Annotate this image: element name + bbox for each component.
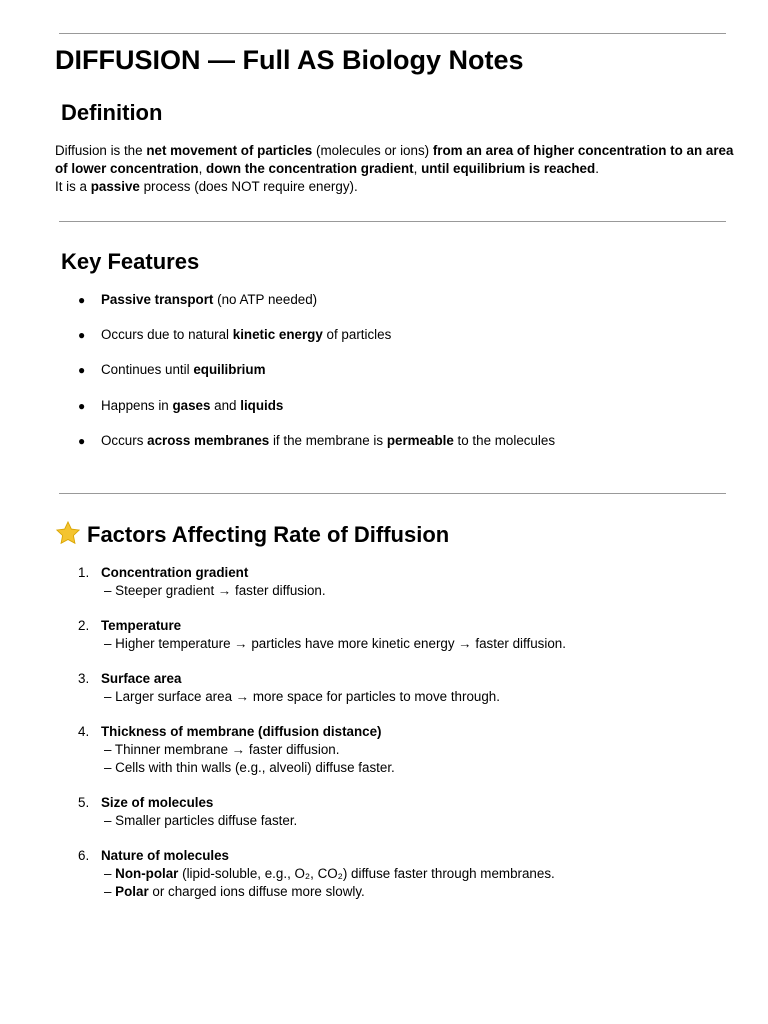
- factor-detail: [104, 741, 339, 759]
- factor-detail-run: –: [104, 884, 116, 899]
- definition-text: [55, 143, 733, 176]
- factor-item: [78, 670, 181, 688]
- factor-detail-run: – Thinner membrane → faster diffusion.: [104, 742, 340, 757]
- factor-detail-run: –: [104, 866, 116, 881]
- list-item-text: [101, 326, 391, 344]
- definition-paragraph: [55, 142, 735, 196]
- definition-run-bold: from an area of higher concentration to an area of lower concentration: [55, 143, 734, 176]
- bullet-icon: ●: [78, 363, 86, 377]
- factor-detail: [104, 582, 326, 600]
- definition-run-bold: passive: [90, 179, 140, 194]
- definition-run: Diffusion is the: [55, 143, 147, 158]
- definition-run-bold: until equilibrium is reached: [421, 161, 596, 176]
- factor-detail-run-bold: Non-polar: [115, 866, 179, 881]
- definition-run: It is a: [55, 179, 91, 194]
- list-item-run-bold: equilibrium: [193, 362, 266, 377]
- factor-label: Thickness of membrane (diffusion distance): [101, 724, 382, 739]
- factor-number: 6.: [78, 848, 90, 863]
- factor-detail-run: – Cells with thin walls (e.g., alveoli) diffuse faster.: [104, 760, 395, 775]
- definition-run: ,: [198, 161, 207, 176]
- factor-detail-run: – Smaller particles diffuse faster.: [104, 813, 298, 828]
- list-item-run-bold: permeable: [386, 433, 454, 448]
- bullet-icon: ●: [78, 328, 86, 342]
- factors-heading-text: Factors Affecting Rate of Diffusion: [87, 522, 450, 547]
- factor-detail: [104, 883, 365, 901]
- factor-label: Concentration gradient: [101, 565, 249, 580]
- factor-number: 1.: [78, 565, 90, 580]
- factor-detail: [104, 812, 297, 830]
- bullet-icon: ●: [78, 434, 86, 448]
- list-item-run-bold: across membranes: [147, 433, 270, 448]
- list-item-run: Continues until: [101, 362, 194, 377]
- list-item-text: [101, 397, 283, 415]
- factor-number: 3.: [78, 671, 90, 686]
- factor-detail-run: or charged ions diffuse more slowly.: [148, 884, 365, 899]
- factor-number: 5.: [78, 795, 90, 810]
- definition-run-bold: down the concentration gradient: [206, 161, 414, 176]
- definition-run: process (does NOT require energy).: [139, 179, 358, 194]
- factor-detail: [104, 865, 555, 883]
- factor-detail-run-bold: Polar: [115, 884, 149, 899]
- list-item-run-bold: gases: [172, 398, 211, 413]
- list-item-run-bold: liquids: [240, 398, 284, 413]
- factor-item: [78, 617, 181, 635]
- factor-item: [78, 723, 382, 741]
- list-item-run: and: [210, 398, 241, 413]
- factor-detail-run: – Higher temperature → particles have more kinetic energy → faster diffusion.: [104, 636, 566, 651]
- list-item-run: Occurs due to natural: [101, 327, 233, 342]
- factor-detail: [104, 759, 395, 777]
- factor-detail-run: – Steeper gradient → faster diffusion.: [104, 583, 326, 598]
- page-title: DIFFUSION — Full AS Biology Notes: [55, 45, 524, 75]
- factor-label: Temperature: [101, 618, 182, 633]
- bullet-icon: ●: [78, 293, 86, 307]
- factor-detail: [104, 635, 566, 653]
- definition-run: (molecules or ions): [312, 143, 433, 158]
- list-item-run: (no ATP needed): [213, 292, 318, 307]
- definition-run: .: [595, 161, 599, 176]
- bullet-icon: ●: [78, 399, 86, 413]
- definition-run: ,: [413, 161, 422, 176]
- list-item-text: [101, 291, 317, 309]
- factor-detail-run: (lipid-soluble, e.g., O₂, CO₂) diffuse faster through membranes.: [178, 866, 555, 881]
- factor-item: [78, 794, 213, 812]
- list-item-text: [101, 432, 555, 450]
- list-item-run-bold: Passive transport: [101, 292, 214, 307]
- factor-detail-run: – Larger surface area → more space for particles to move through.: [104, 689, 500, 704]
- factor-label: Surface area: [101, 671, 182, 686]
- definition-heading: Definition: [61, 100, 163, 125]
- definition-passive-text: [55, 179, 358, 194]
- factor-label: Size of molecules: [101, 795, 214, 810]
- star-icon: [55, 520, 81, 553]
- factor-detail: [104, 688, 500, 706]
- factor-item: [78, 847, 229, 865]
- definition-run-bold: net movement of particles: [146, 143, 313, 158]
- list-item-run: of particles: [322, 327, 392, 342]
- divider: [59, 493, 726, 494]
- factor-label: Nature of molecules: [101, 848, 229, 863]
- list-item-run: Occurs: [101, 433, 148, 448]
- key-features-heading: Key Features: [61, 249, 200, 274]
- list-item-text: [101, 361, 265, 379]
- divider: [59, 221, 726, 222]
- list-item-run: Happens in: [101, 398, 173, 413]
- factor-item: [78, 564, 248, 582]
- factor-number: 4.: [78, 724, 90, 739]
- divider: [59, 33, 726, 34]
- list-item-run-bold: kinetic energy: [232, 327, 323, 342]
- list-item-run: to the molecules: [453, 433, 556, 448]
- factors-heading: [55, 520, 449, 553]
- list-item-run: if the membrane is: [269, 433, 387, 448]
- factor-number: 2.: [78, 618, 90, 633]
